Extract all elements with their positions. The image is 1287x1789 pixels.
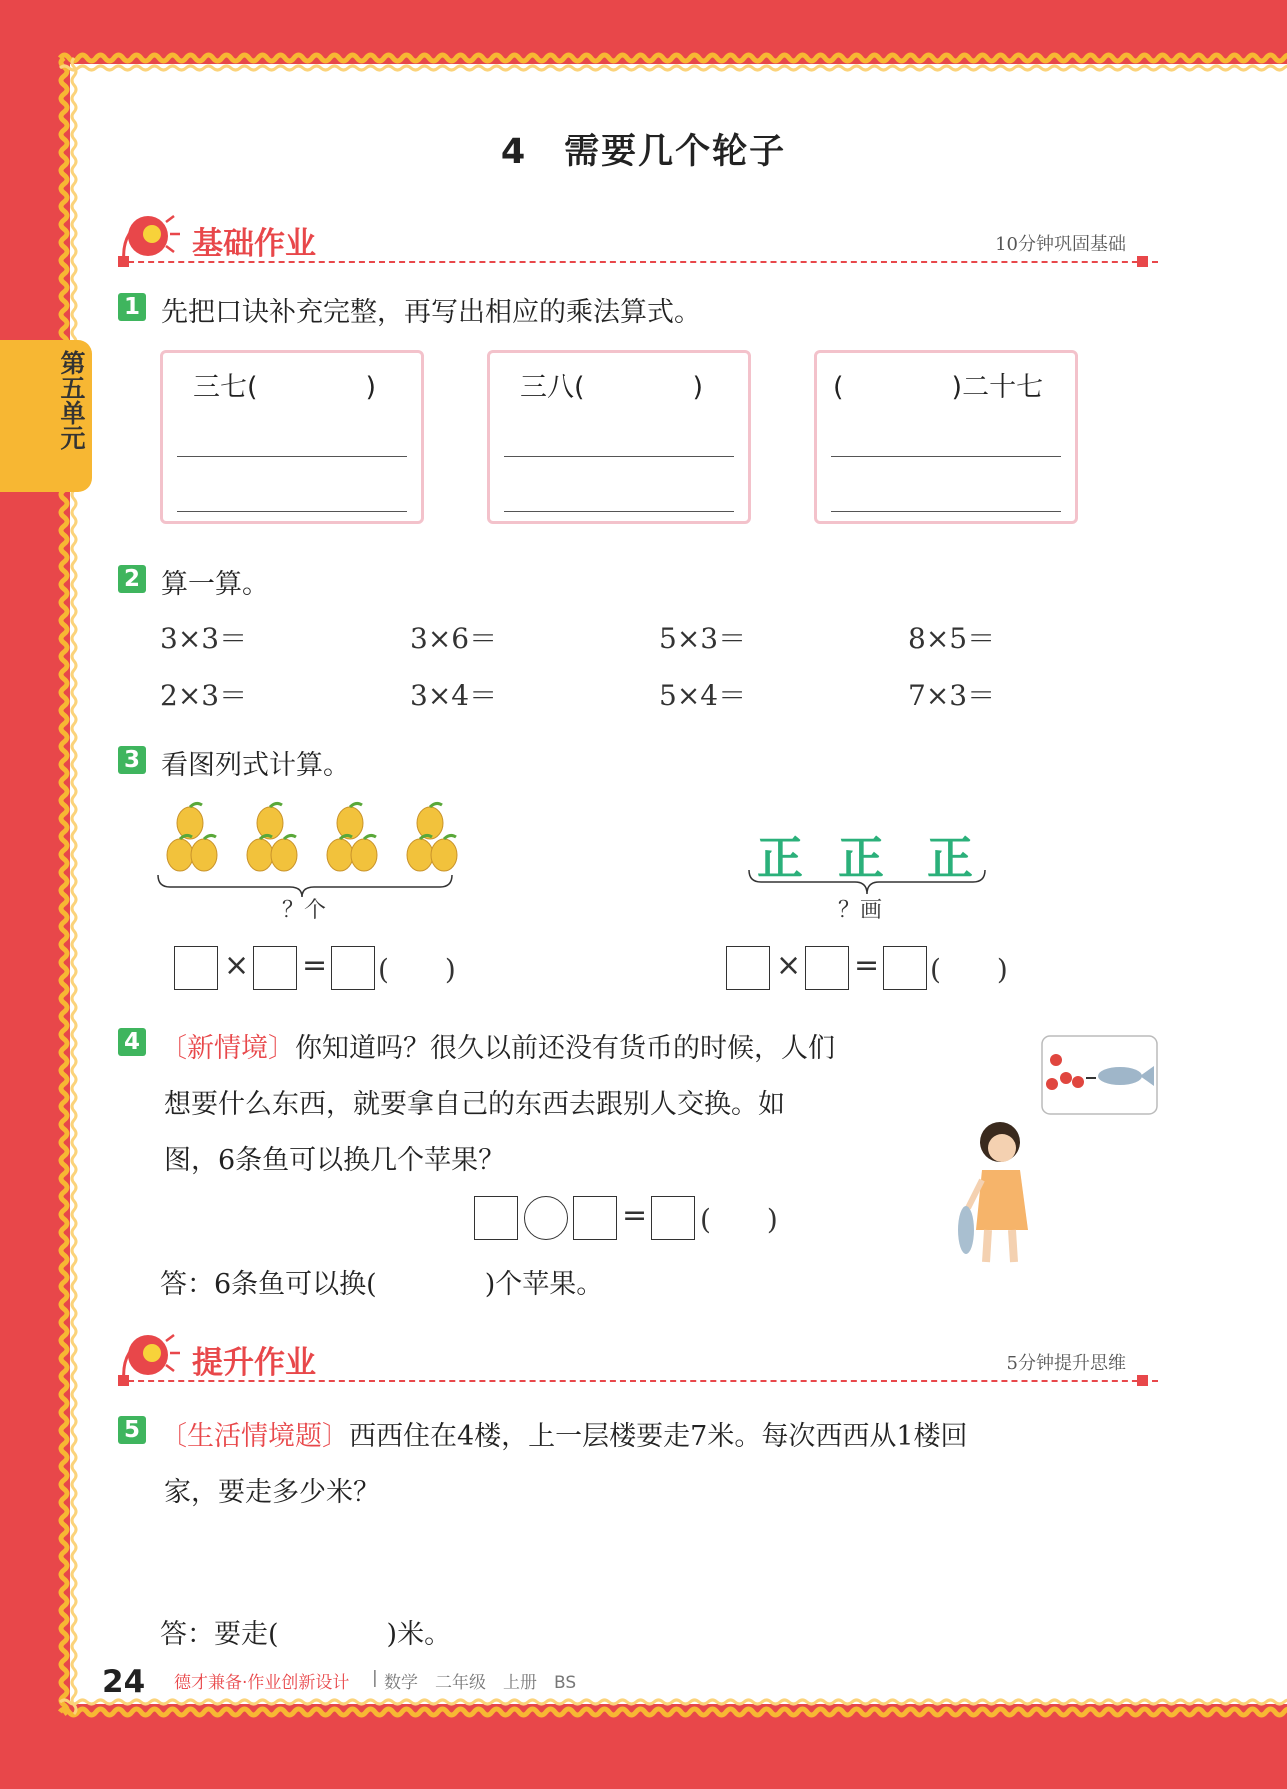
- question-4-text: 你知道吗？很久以前还没有货币的时候，人们: [295, 1033, 835, 1064]
- pear-leaf: [284, 835, 296, 839]
- fill-box-label: ( )二十七: [833, 372, 1044, 403]
- unit-side-tab: [0, 340, 92, 492]
- section-advanced-title: 提升作业: [192, 1345, 316, 1381]
- question-tag: 〔新情境〕: [160, 1033, 295, 1064]
- question-number: 1: [118, 293, 146, 321]
- question-5-line2: 家，要走多少米？: [164, 1477, 380, 1508]
- answer-box[interactable]: [883, 946, 927, 990]
- answer-box[interactable]: [331, 946, 375, 990]
- section-advanced-header: [118, 1331, 1158, 1391]
- operator-circle[interactable]: [524, 1196, 568, 1240]
- question-4-line3: 图，6条鱼可以换几个苹果？: [164, 1145, 506, 1176]
- section-basic-subtitle: 10分钟巩固基础: [995, 234, 1126, 255]
- calc-item: 3×3＝: [160, 622, 248, 655]
- question-5-text: 西西住在4楼，上一层楼要走7米。每次西西从1楼回: [349, 1421, 968, 1452]
- times-sign: ×: [776, 948, 802, 983]
- tally-caption: ？画: [838, 898, 883, 923]
- answer-box[interactable]: [726, 946, 770, 990]
- question-5-line1: [160, 1414, 968, 1453]
- answer-line[interactable]: [831, 511, 1061, 512]
- unit-blank[interactable]: ( ): [700, 1203, 778, 1236]
- calc-item: 5×4＝: [659, 679, 747, 712]
- answer-line[interactable]: [831, 456, 1061, 457]
- times-sign: ×: [224, 948, 250, 983]
- question-4-line2: 想要什么东西，就要拿自己的东西去跟别人交换。如: [164, 1089, 785, 1120]
- page-title: 4 需要几个轮子: [500, 132, 787, 172]
- answer-box[interactable]: [474, 1196, 518, 1240]
- answer-box[interactable]: [651, 1196, 695, 1240]
- pear: [337, 807, 363, 839]
- unit-blank[interactable]: ( ): [378, 953, 456, 986]
- answer-line[interactable]: [177, 511, 407, 512]
- answer-box[interactable]: [805, 946, 849, 990]
- calc-item: 3×6＝: [410, 622, 498, 655]
- fill-box: [160, 350, 424, 524]
- tally-mark: 正: [927, 831, 973, 885]
- fill-box: [487, 350, 751, 524]
- tally-mark: 正: [757, 831, 803, 885]
- question-number: 3: [118, 746, 146, 774]
- pear: [417, 807, 443, 839]
- calc-item: 2×3＝: [160, 679, 248, 712]
- tally-mark: 正: [838, 831, 884, 885]
- answer-box[interactable]: [573, 1196, 617, 1240]
- answer-box[interactable]: [253, 946, 297, 990]
- pear: [167, 839, 193, 871]
- calc-item: 8×5＝: [908, 622, 996, 655]
- pear-leaf: [364, 835, 376, 839]
- pear: [191, 839, 217, 871]
- girl-with-fish-illustration: [950, 1030, 1165, 1270]
- question-1-text: 先把口诀补充完整，再写出相应的乘法算式。: [161, 297, 701, 328]
- pear-leaf: [444, 835, 456, 839]
- pear: [247, 839, 273, 871]
- pears-illustration: [150, 795, 470, 905]
- answer-line[interactable]: [504, 511, 734, 512]
- unit-side-tab-label: 第五单元: [57, 350, 86, 450]
- pear-leaf: [190, 803, 202, 807]
- unit-blank[interactable]: ( ): [930, 953, 1008, 986]
- fill-box-label: 三七( ): [193, 372, 377, 403]
- fill-box: [814, 350, 1078, 524]
- divider: [118, 261, 1158, 263]
- section-basic-title: 基础作业: [192, 226, 316, 262]
- pear: [327, 839, 353, 871]
- question-number: 2: [118, 565, 146, 593]
- question-5-answer: 答：要走( )米。: [160, 1619, 452, 1650]
- calc-item: 3×4＝: [410, 679, 498, 712]
- fill-box-label: 三八( ): [520, 372, 704, 403]
- section-basic-header: [118, 212, 1158, 272]
- divider-end-square: [118, 1375, 129, 1386]
- question-4-answer: 答：6条鱼可以换( )个苹果。: [160, 1269, 604, 1300]
- pear-leaf: [270, 803, 282, 807]
- calc-item: 5×3＝: [659, 622, 747, 655]
- divider-end-square: [1137, 1375, 1148, 1386]
- question-3-text: 看图列式计算。: [161, 750, 350, 781]
- answer-line[interactable]: [504, 456, 734, 457]
- footer-book-info: 数学 二年级 上册 BS: [384, 1673, 577, 1693]
- question-number: 4: [118, 1028, 146, 1056]
- equals-sign: =: [302, 948, 328, 983]
- pear: [407, 839, 433, 871]
- footer-series: 德才兼备·作业创新设计: [174, 1673, 350, 1693]
- pear-leaf: [350, 803, 362, 807]
- answer-line[interactable]: [177, 456, 407, 457]
- pear-leaf: [430, 803, 442, 807]
- divider-end-square: [118, 256, 129, 267]
- calc-item: 7×3＝: [908, 679, 996, 712]
- page-number: 24: [102, 1664, 146, 1700]
- equals-sign: =: [854, 948, 880, 983]
- question-number: 5: [118, 1416, 146, 1444]
- pears-caption: ？个: [282, 898, 327, 923]
- pear: [271, 839, 297, 871]
- question-tag: 〔生活情境题〕: [160, 1421, 349, 1452]
- pear-leaf: [204, 835, 216, 839]
- pear: [351, 839, 377, 871]
- pear: [431, 839, 457, 871]
- section-advanced-subtitle: 5分钟提升思维: [1006, 1353, 1126, 1374]
- answer-box[interactable]: [174, 946, 218, 990]
- question-2-text: 算一算。: [161, 569, 269, 600]
- equals-sign: =: [622, 1198, 648, 1233]
- divider-end-square: [1137, 256, 1148, 267]
- pear: [177, 807, 203, 839]
- question-4-line1: [160, 1026, 835, 1065]
- footer-separator: |: [372, 1668, 378, 1688]
- divider: [118, 1380, 1158, 1382]
- pear: [257, 807, 283, 839]
